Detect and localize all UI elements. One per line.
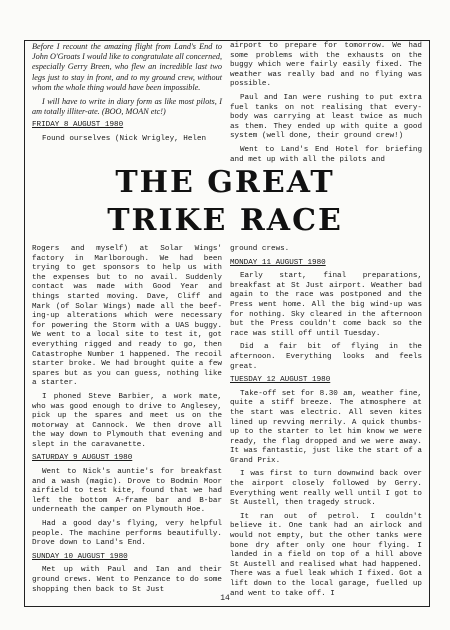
top-right-paragraph-3: Went to Land's End Hotel for briefing and met up with all the pilots and — [230, 145, 422, 164]
intro-handwritten: Before I recount the amazing flight from Land's End to John O'Groats I would like to congratulate all concerned, especially Gerry Breen, who flew an incredible last two legs just to stay in front, and to my ground crew, without whom the whole thing would have been impossible. — [32, 42, 222, 92]
friday-text: Found ourselves (Nick Wrigley, Helen — [42, 135, 207, 144]
article-title-line-2: TRIKE RACE — [107, 203, 343, 238]
top-right-paragraph-1: airport to prepare for tomorrow. We had some problems with the exhausts on the buggy which were fairly easily fixed. The weather was really bad and no flying was possible. — [230, 42, 422, 89]
right-paragraph-0: ground crews. — [230, 245, 290, 253]
sunday-heading: SUNDAY 10 AUGUST 1980 — [32, 552, 128, 561]
page-number: 14 — [220, 594, 230, 603]
left-paragraph-5: Met up with Paul and Ian and their ground crews. Went to Penzance to do some shopping then back to St Just — [32, 566, 222, 594]
monday-heading: MONDAY 11 AUGUST 1980 — [230, 258, 326, 267]
article-title-line-1: THE GREAT — [115, 165, 335, 200]
top-right-column — [230, 42, 422, 164]
right-paragraph-5: It ran out of petrol. I couldn't believe it. One tank had an airlock and would not empty, but the other tanks were bone dry after only one hour flying. I landed in a field on top of a hill above St Austell and realised what had happened. There was a fuel leak which I fixed. Got a lift down to the local garage, fuelled up and went to take off. I — [230, 512, 422, 598]
saturday-heading: SATURDAY 9 AUGUST 1980 — [32, 454, 133, 463]
right-paragraph-1: Early start, final preparations, breakfast at St Just airport. Weather bad again to the race was postponed and the Press went home. All the big wind-up was for nothing. Sky cleared in the afternoon but the Press couldn't come back so the race was still off until Tuesday. — [230, 272, 422, 338]
lower-left-column — [32, 245, 222, 594]
left-paragraph-3: Went to Nick's auntie's for breakfast and a wash (magic). Drove to Bodmin Moor airfield to test kite, found that we had left the bottom A-frame bar and B-bar underneath the camper on Plymouth Hoe. — [32, 468, 222, 515]
tuesday-heading: TUESDAY 12 AUGUST 1980 — [230, 376, 331, 385]
top-right-paragraph-2: Paul and Ian were rushing to put extra fuel tanks on not realising that every-body was carrying at least twice as much as them. They ended up with quite a good system (well done, their ground crew!) — [230, 93, 422, 141]
right-paragraph-2: Did a fair bit of flying in the afternoon. Everything looks and feels great. — [230, 343, 422, 371]
right-paragraph-3: Take-off set for 8.30 am, weather fine, quite a stiff breeze. The atmosphere at the start was electric. All seven kites lined up revving merrily. A quick thumbs-up to the starter to let him know we were ready, the flag dropped and we were away. It was fantastic, just like the start of a Grand Prix. — [230, 389, 422, 465]
left-paragraph-2: I phoned Steve Barbier, a work mate, who was good enough to drive to Anglesey, pick up the spares and meet us on the motorway at Cannock. We then drove all the way down to Plymouth that evening and slept in the caravanette. — [32, 392, 222, 449]
friday-heading: FRIDAY 8 AUGUST 1980 — [32, 121, 124, 130]
intro-column — [32, 42, 222, 164]
intro-handwritten-2: I will have to write in diary form as like most pilots, I am totally illiter-ate. (BOO, MOAN etc!) — [32, 97, 222, 117]
lower-right-column — [230, 245, 422, 598]
right-paragraph-4: I was first to turn downwind back over the airport closely followed by Gerry. Everything went really well until I got to St Austell, then tragedy struck. — [230, 470, 422, 508]
left-paragraph-4: Had a good day's flying, very helpful people. The machine performs beautifully. Drove down to Land's End. — [32, 520, 222, 548]
left-paragraph-1: Rogers and myself) at Solar Wings' factory in Marlborough. We had been trying to get sponsors to help us with the expenses but to no avail. Suddenly contact was made with Good Year and things started moving. Dave, Cliff and Mark (of Solar Wings) made all the beef-ing-up alterations which were necessary for powering the Storm with a UAS buggy. We went to a local site to test it, got everything rigged and ready to go, then Catastrophe Number 1 happened. The recoil starter broke. We had brought quite a few spares but as you can guess, nothing like a starter. — [32, 245, 222, 388]
